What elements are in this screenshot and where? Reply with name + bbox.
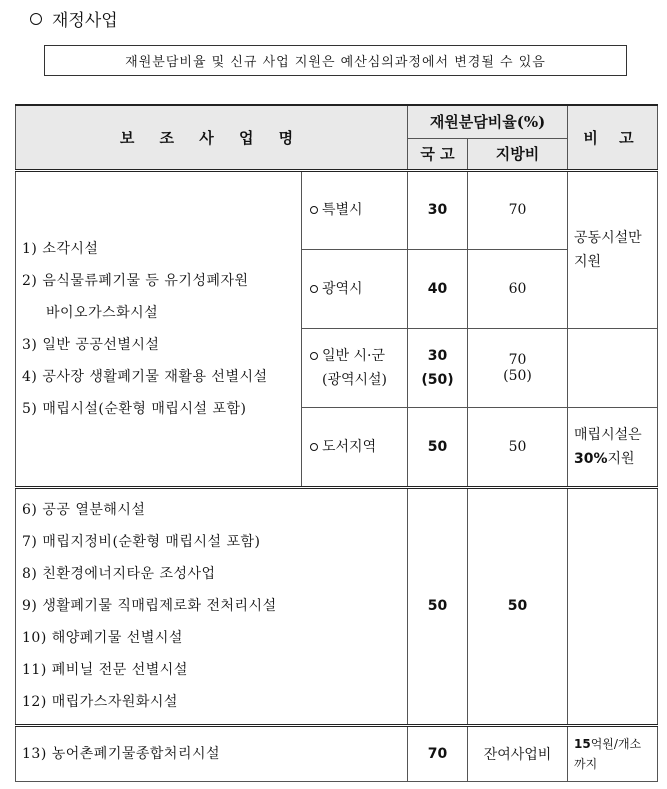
project-item: 6) 공공 열분해시설 [22,502,146,518]
header-local: 지방비 [468,138,568,170]
remark-empty [568,487,658,725]
national-ratio: 70 [408,725,468,781]
remark-shared-facility: 공동시설만 지원 [568,170,658,328]
project-item: 10) 해양폐기물 선별시설 [22,630,183,646]
project-item-continued: 바이오가스화시설 [46,304,159,321]
region-metro-city: 광역시 [302,249,408,328]
header-national: 국 고 [408,138,468,170]
project-item: 7) 매립지정비(순환형 매립시설 포함) [22,534,261,550]
remark-empty [568,328,658,407]
project-item: 5) 매립시설(순환형 매립시설 포함) [22,400,247,417]
section-title: 재정사업 [52,11,118,31]
group1-projects [16,170,302,487]
circle-bullet-icon [310,443,318,451]
circle-bullet-icon [30,13,42,25]
project-item: 2) 음식물류폐기물 등 유기성폐자원 [22,272,249,289]
national-ratio: 50 [408,487,468,725]
remark-cap: 15억원/개소 까지 [568,725,658,781]
remark-island: 매립시설은 30%지원 [568,407,658,487]
local-ratio: 70 [468,170,568,249]
circle-bullet-icon [310,285,318,293]
region-special-city: 특별시 [302,170,408,249]
national-ratio: 30 [408,170,468,249]
notice-box: 재원분담비율 및 신규 사업 지원은 예산심의과정에서 변경될 수 있음 [44,45,627,76]
local-ratio: 70 (50) [468,328,568,407]
local-ratio: 60 [468,249,568,328]
national-ratio: 30 (50) [408,328,468,407]
group3-project: 13) 농어촌폐기물종합처리시설 [16,725,408,781]
circle-bullet-icon [310,206,318,214]
project-item: 8) 친환경에너지타운 조성사업 [22,566,216,582]
header-project-name: 보 조 사 업 명 [16,105,408,170]
national-ratio: 50 [408,407,468,487]
region-island: 도서지역 [302,407,408,487]
circle-bullet-icon [310,352,318,360]
subsidy-table [15,104,658,782]
project-item: 1) 소각시설 [22,240,99,257]
region-general-city: 일반 시·군 (광역시설) [302,328,408,407]
local-ratio: 50 [468,487,568,725]
project-item: 11) 폐비닐 전문 선별시설 [22,662,188,678]
header-ratio: 재원분담비율(%) [408,105,568,138]
project-item: 9) 생활폐기물 직매립제로화 전처리시설 [22,598,277,614]
group2-projects [16,487,408,725]
project-item: 4) 공사장 생활폐기물 재활용 선별시설 [22,368,268,385]
section-heading [30,6,118,31]
project-item: 12) 매립가스자원화시설 [22,694,178,710]
header-remarks: 비 고 [568,105,658,170]
national-ratio: 40 [408,249,468,328]
local-ratio: 잔여사업비 [468,725,568,781]
project-item: 3) 일반 공공선별시설 [22,336,160,353]
local-ratio: 50 [468,407,568,487]
